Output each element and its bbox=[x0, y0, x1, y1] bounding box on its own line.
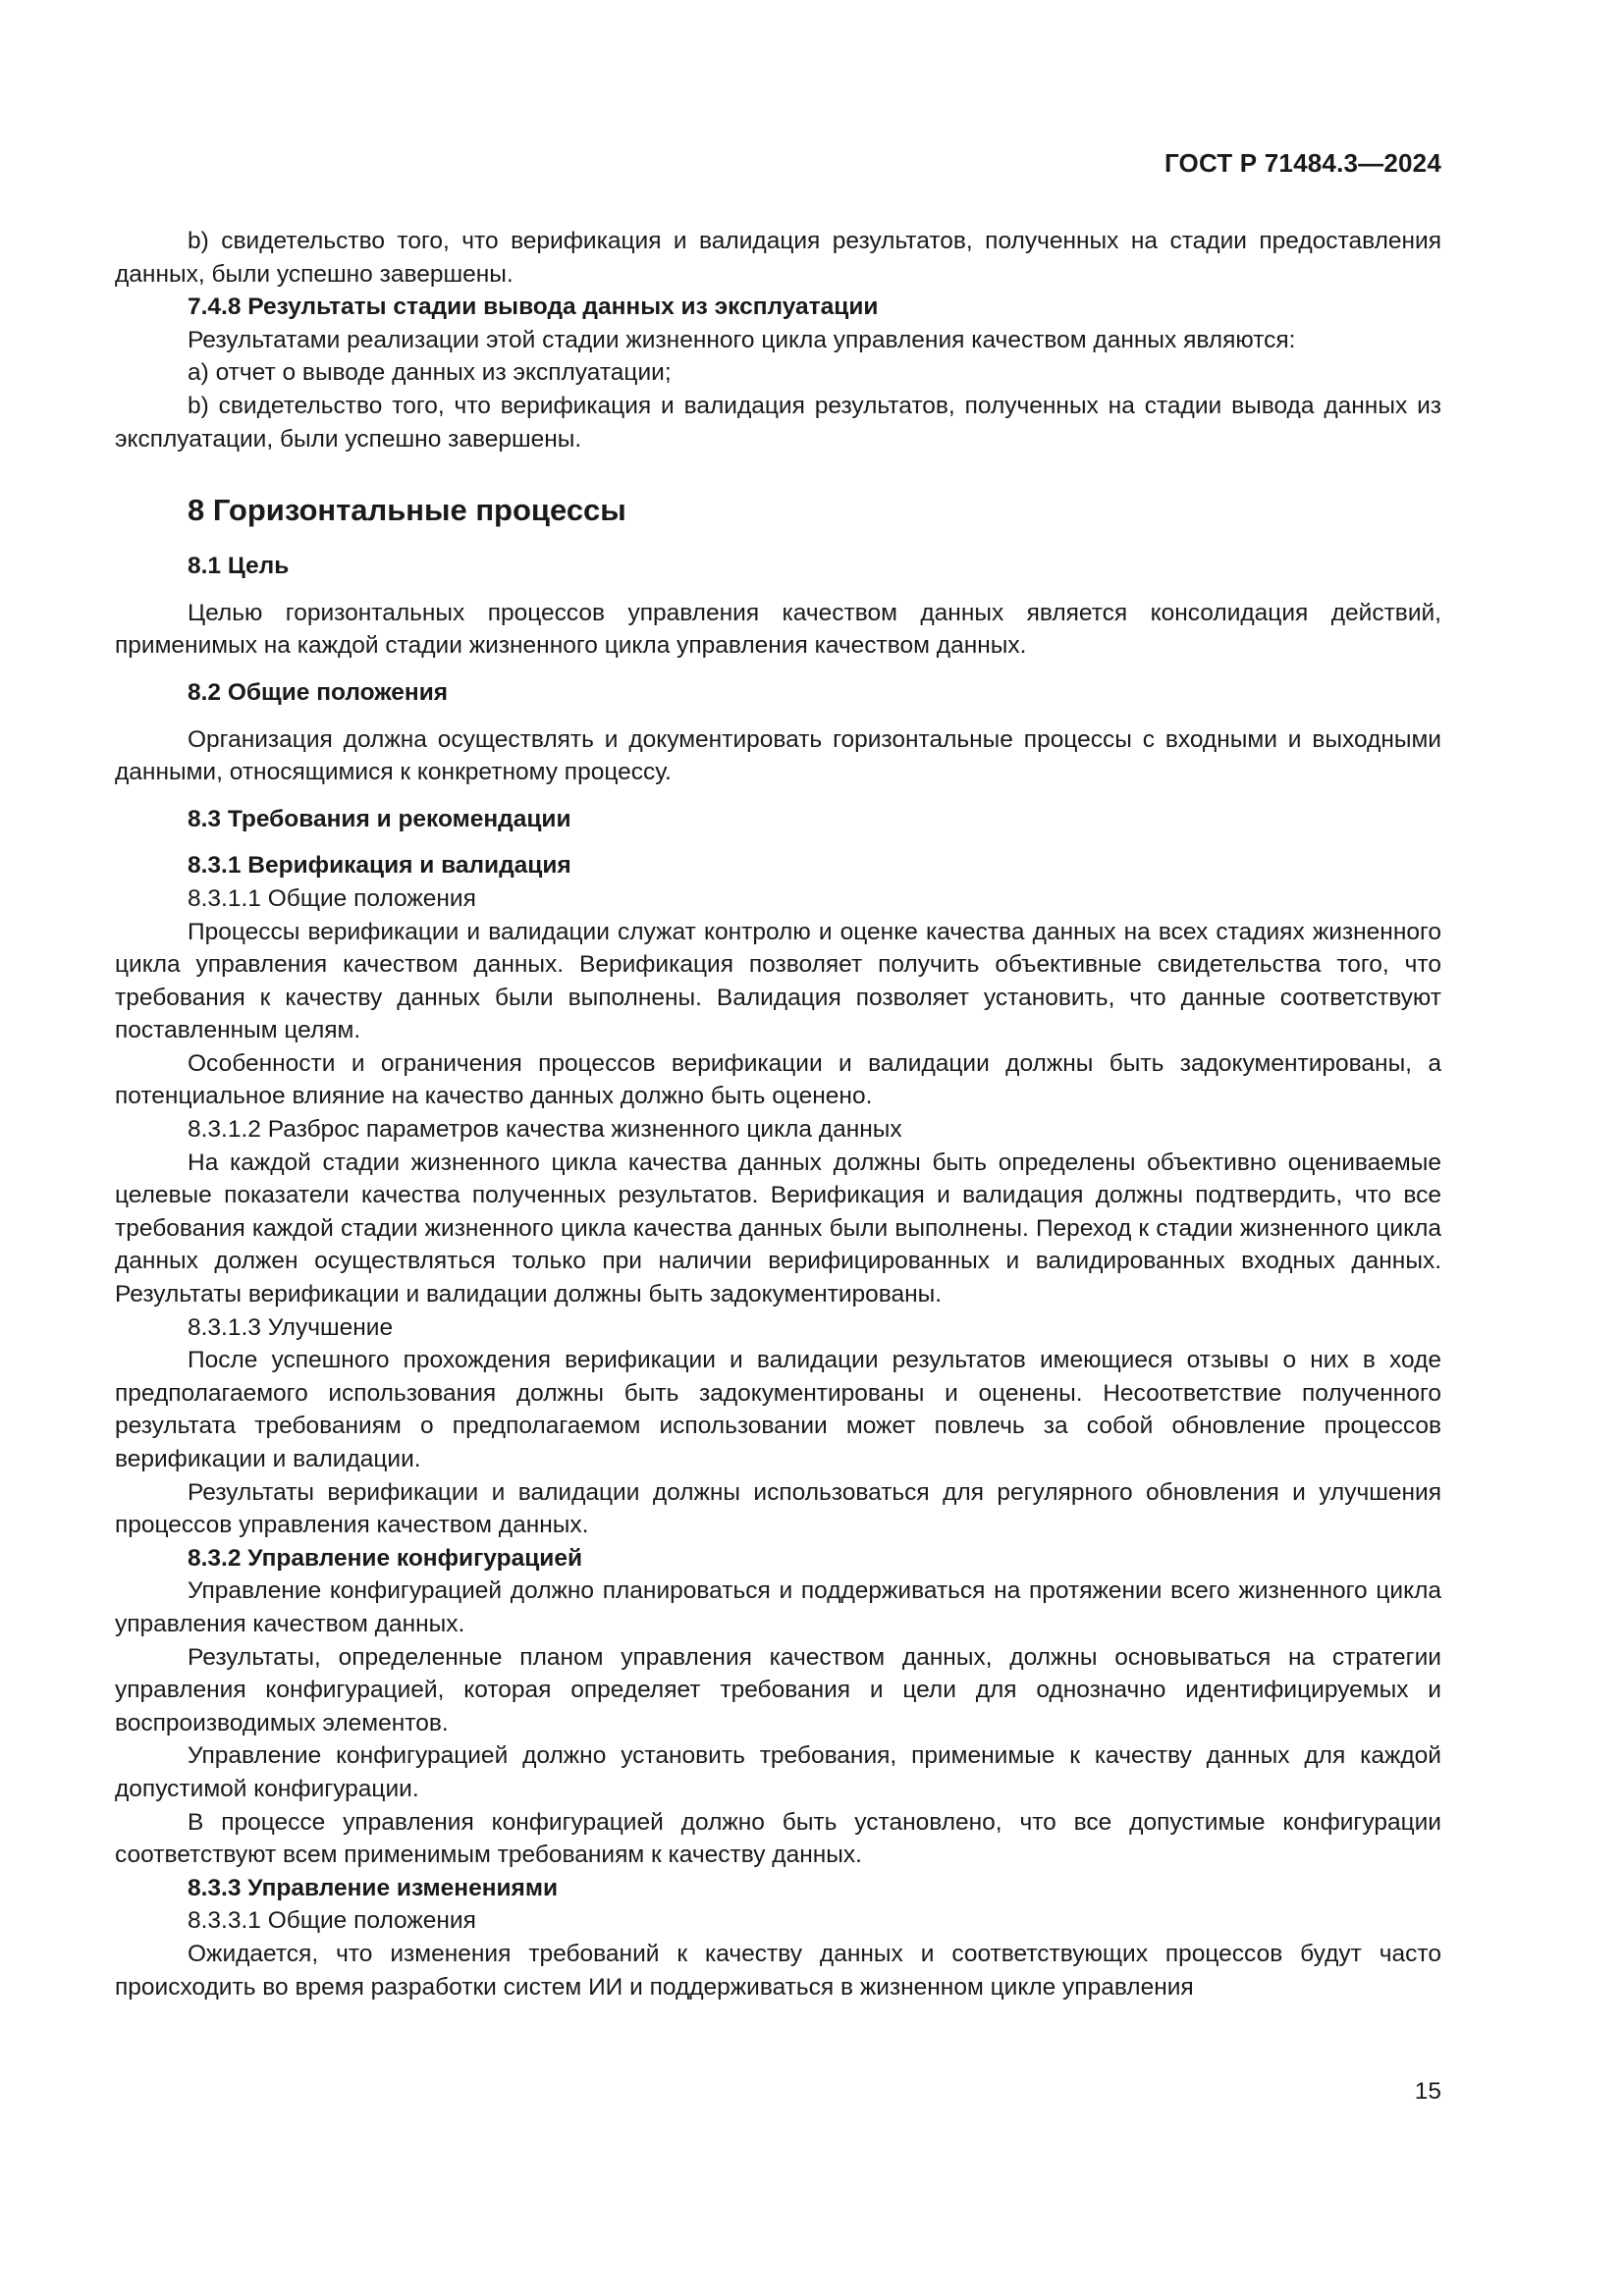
standard-header: ГОСТ Р 71484.3—2024 bbox=[1164, 148, 1441, 178]
heading-section-8: 8 Горизонтальные процессы bbox=[188, 493, 626, 528]
heading-8-3-1-2: 8.3.1.2 Разброс параметров качества жизненного цикла данных bbox=[188, 1116, 902, 1144]
heading-8-3-2: 8.3.2 Управление конфигурацией bbox=[188, 1544, 583, 1572]
heading-8-3-1-3: 8.3.1.3 Улучшение bbox=[188, 1313, 394, 1341]
paragraph-8-3-2-c: Управление конфигурацией должно установить требования, применимые к качеству данных для каждой допустимой конфигурации. bbox=[115, 1742, 1441, 1802]
paragraph-8-2: Организация должна осуществлять и документировать горизонтальные процессы с входными и выходными данными, относящимися к конкретному процессу. bbox=[115, 725, 1441, 786]
heading-8-3-3-1: 8.3.3.1 Общие положения bbox=[188, 1907, 476, 1935]
paragraph-8-3-1-1-a: Процессы верификации и валидации служат контролю и оценке качества данных на всех стадиях жизненного цикла управления качеством данных. Верификация позволяет получить объективные свидетельства того, что требования к качеству данных были выполнены. Валидация позволяет установить, что данные соответствуют поставленным целям. bbox=[115, 918, 1441, 1044]
list-item-7-4-8-b: b) свидетельство того, что верификация и валидация результатов, полученных на стадии вывода данных из эксплуатации, были успешно завершены. bbox=[115, 392, 1441, 453]
paragraph-8-3-1-2: На каждой стадии жизненного цикла качества данных должны быть определены объективно оцениваемые целевые показатели качества полученных результатов. Верификация и валидация должны подтвердить, что все требования каждой стадии жизненного цикла качества данных были выполнены. Переход к стадии жизненного цикла данных должен осуществляться только при наличии верифицированных и валидированных входных данных. Результаты верификации и валидации должны быть задокументированы. bbox=[115, 1148, 1441, 1308]
heading-7-4-8: 7.4.8 Результаты стадии вывода данных из эксплуатации bbox=[188, 294, 879, 321]
list-item-7-4-8-a: a) отчет о выводе данных из эксплуатации; bbox=[188, 359, 672, 387]
heading-8-3-1: 8.3.1 Верификация и валидация bbox=[188, 852, 571, 880]
heading-8-3-1-1: 8.3.1.1 Общие положения bbox=[188, 884, 476, 912]
paragraph-8-3-1-1-b: Особенности и ограничения процессов верификации и валидации должны быть задокументированы, а потенциальное влияние на качество данных должно быть оценено. bbox=[115, 1049, 1441, 1110]
paragraph-b-provision: b) свидетельство того, что верификация и валидация результатов, полученных на стадии предоставления данных, были успешно завершены. bbox=[115, 228, 1441, 288]
heading-8-3-3: 8.3.3 Управление изменениями bbox=[188, 1874, 559, 1901]
paragraph-8-3-2-a: Управление конфигурацией должно планироваться и поддерживаться на протяжении всего жизненного цикла управления качеством данных. bbox=[115, 1577, 1441, 1637]
heading-8-2: 8.2 Общие положения bbox=[188, 678, 449, 706]
paragraph-8-3-1-3-b: Результаты верификации и валидации должны использоваться для регулярного обновления и улучшения процессов управления качеством данных. bbox=[115, 1478, 1441, 1539]
document-body bbox=[115, 225, 1441, 2003]
paragraph-8-3-2-d: В процессе управления конфигурацией должно быть установлено, что все допустимые конфигурации соответствуют всем применимым требованиям к качеству данных. bbox=[115, 1808, 1441, 1869]
paragraph-7-4-8-intro: Результатами реализации этой стадии жизненного цикла управления качеством данных являются: bbox=[188, 326, 1296, 353]
heading-8-1: 8.1 Цель bbox=[188, 553, 290, 580]
page-number: 15 bbox=[1414, 2078, 1441, 2105]
paragraph-8-3-1-3-a: После успешного прохождения верификации и валидации результатов имеющиеся отзывы о них в ходе предполагаемого использования должны быть задокументированы и оценены. Несоответствие полученного результата требованиям о предполагаемом использовании может повлечь за собой обновление процессов верификации и валидации. bbox=[115, 1347, 1441, 1472]
heading-8-3: 8.3 Требования и рекомендации bbox=[188, 805, 571, 832]
paragraph-8-1: Целью горизонтальных процессов управления качеством данных является консолидация действий, применимых на каждой стадии жизненного цикла управления качеством данных. bbox=[115, 599, 1441, 660]
paragraph-8-3-3-1: Ожидается, что изменения требований к качеству данных и соответствующих процессов будут часто происходить во время разработки систем ИИ и поддерживаться в жизненном цикле управления bbox=[115, 1940, 1441, 2001]
paragraph-8-3-2-b: Результаты, определенные планом управления качеством данных, должны основываться на стратегии управления конфигурацией, которая определяет требования и цели для однозначно идентифицируемых и воспроизводимых элементов. bbox=[115, 1643, 1441, 1736]
